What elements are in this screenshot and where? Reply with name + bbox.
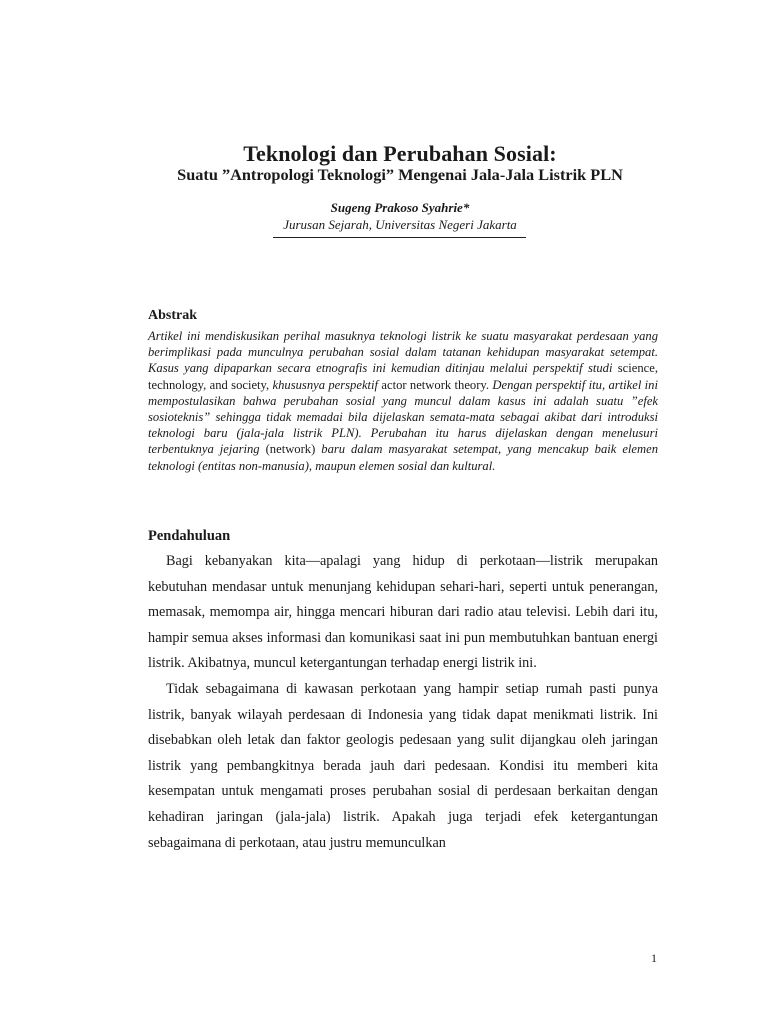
author-affiliation: Jurusan Sejarah, Universitas Negeri Jakarta xyxy=(283,217,517,232)
abstract-segment: baru dalam masyarakat setempat, yang mencakup baik elemen teknologi (entitas non-manusia), maupun elemen sosial dan kultural. xyxy=(148,442,658,473)
author-name: Sugeng Prakoso Syahrie* xyxy=(330,200,470,215)
abstract-segment-roman: science, technology, and society, xyxy=(148,361,658,392)
abstract-segment-roman: actor network theory. xyxy=(381,377,490,392)
abstract-text xyxy=(148,328,658,474)
paper-title: Teknologi dan Perubahan Sosial: xyxy=(243,141,557,166)
body-paragraph: Tidak sebagaimana di kawasan perkotaan yang hampir setiap rumah pasti punya listrik, banyak wilayah perdesaan di Indonesia yang tidak dapat menikmati listrik. Ini disebabkan oleh letak dan faktor geologis pedesaan yang sulit dijangkau oleh jaringan listrik yang pembangkitnya berada jauh dari pedesaan. Kondisi itu memberi kita kesempatan untuk mengamati proses perubahan sosial di perdesaan berkaitan dengan kehadiran jaringan (jala-jala) listrik. Apakah juga terjadi efek ketergantungan sebagaimana di perkotaan, atau justru memunculkan xyxy=(148,680,658,851)
introduction-heading: Pendahuluan xyxy=(148,528,231,544)
paper-subtitle: Suatu ”Antropologi Teknologi” Mengenai Jala-Jala Listrik PLN xyxy=(177,165,623,184)
page-number: 1 xyxy=(651,951,657,965)
abstract-segment: Artikel ini mendiskusikan perihal masuknya teknologi listrik ke suatu masyarakat perdesaan yang berimplikasi pada munculnya perubahan sosial dalam tatanan kehidupan masyarakat setempat. Kasus yang dipaparkan secara etnografis ini kemudian ditinjau melalui perspektif studi xyxy=(148,329,658,376)
abstract-heading: Abstrak xyxy=(148,308,198,323)
header-divider xyxy=(273,237,526,238)
abstract-segment: khususnya perspektif xyxy=(272,377,379,392)
abstract-segment: Dengan perspektif itu, artikel ini mempostulasikan bahwa perubahan sosial yang muncul dalam kasus ini adalah suatu ”efek sosioteknis” sehingga tidak memadai bila dijelaskan semata-mata sebagai akibat dari introduksi teknologi baru (jala-jala listrik PLN). Perubahan itu harus dijelaskan dengan menelusuri terbentuknya jejaring xyxy=(148,377,658,457)
abstract-segment-roman: (network) xyxy=(265,442,316,457)
introduction-body xyxy=(148,549,658,856)
body-paragraph: Bagi kebanyakan kita—apalagi yang hidup di perkotaan—listrik merupakan kebutuhan mendasar untuk menunjang kehidupan sehari-hari, seperti untuk penerangan, memasak, memompa air, hingga mencari hiburan dari radio atau televisi. Lebih dari itu, hampir semua akses informasi dan komunikasi saat ini pun membutuhkan bantuan energi listrik. Akibatnya, muncul ketergantungan terhadap energi listrik ini. xyxy=(148,553,658,672)
